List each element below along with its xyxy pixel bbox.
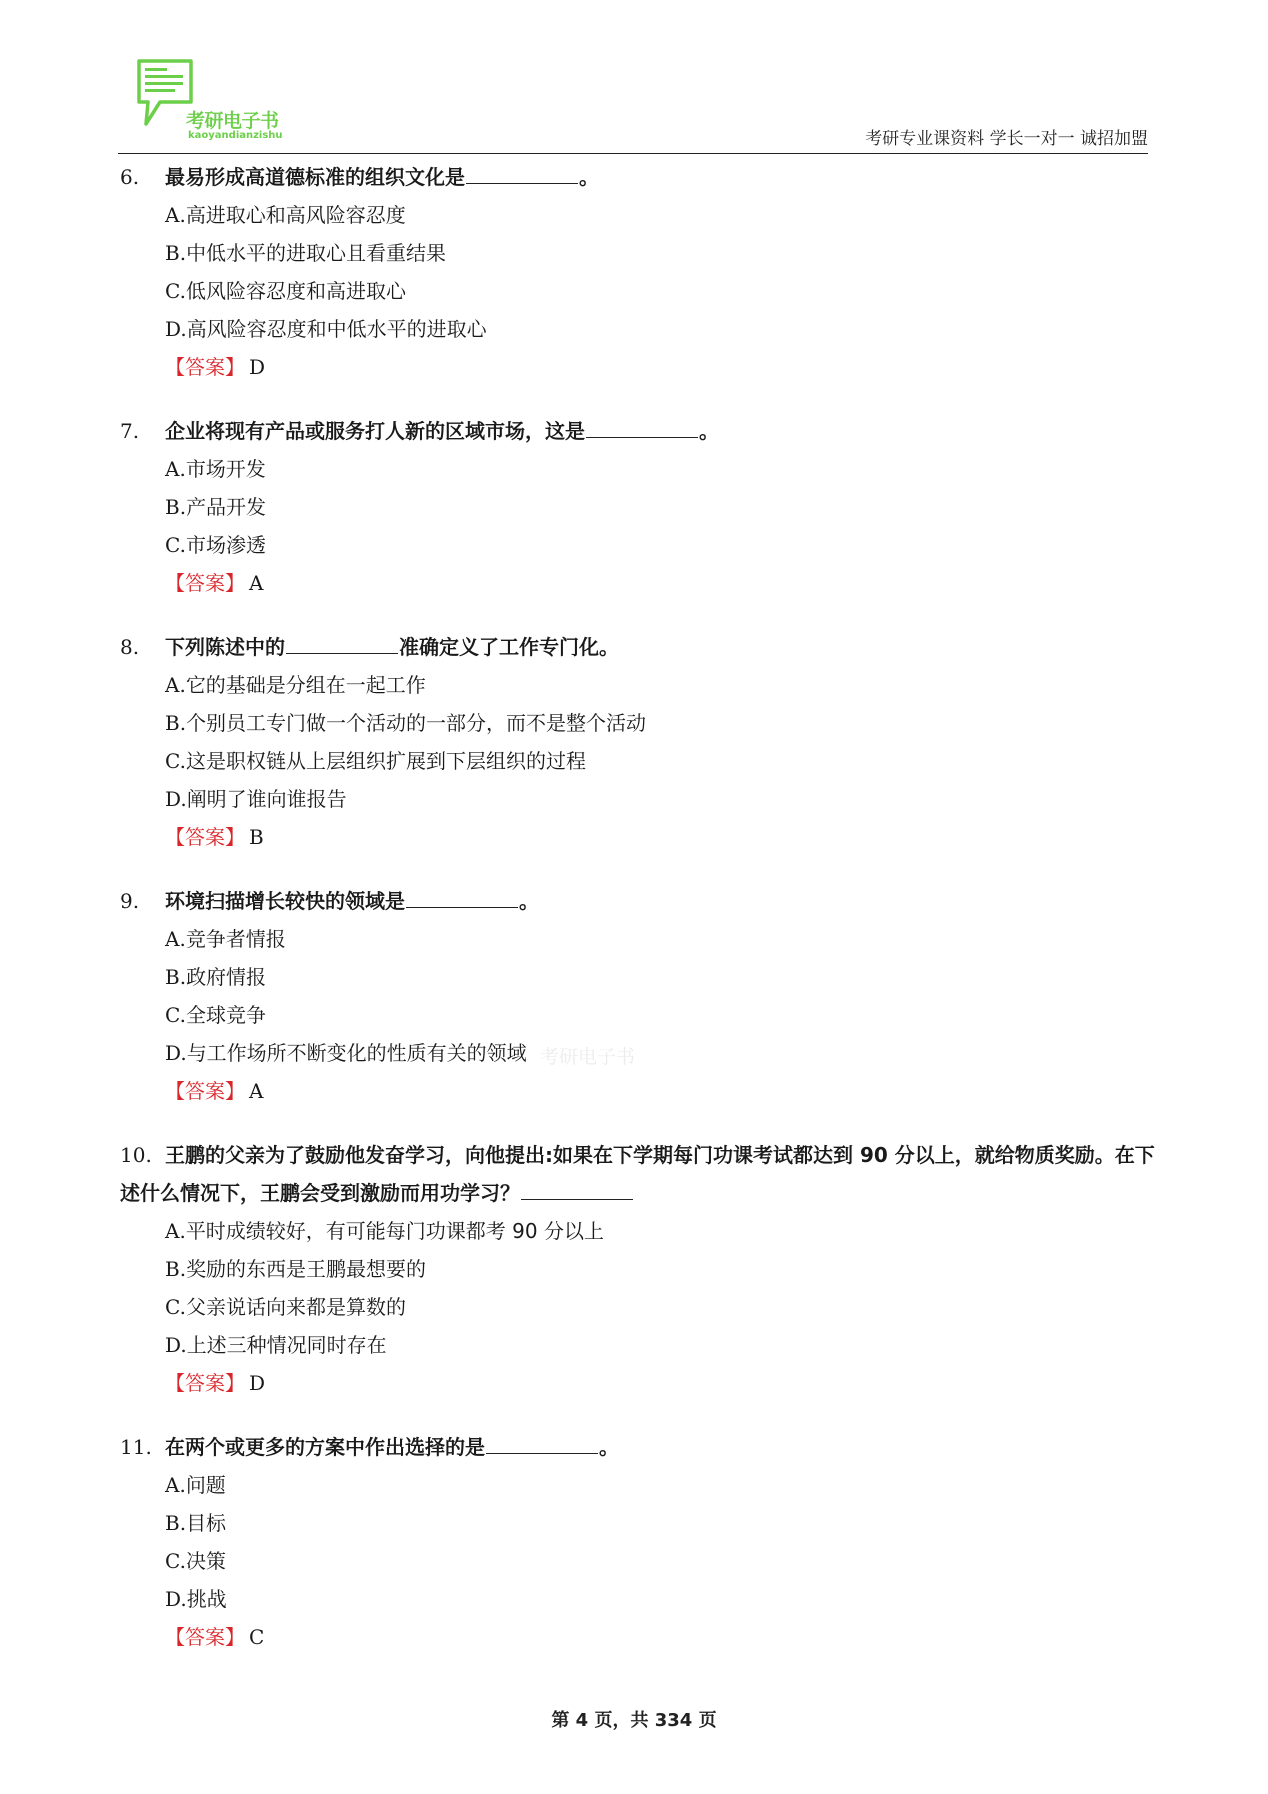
page-footer: 第 4 页，共 334 页 (551, 1710, 717, 1731)
logo-name: 考研电子书 (186, 110, 279, 132)
question-text-end: 。 (699, 419, 719, 443)
question-number: 7. (120, 419, 140, 443)
option-b: B.政府情报 (165, 965, 267, 989)
question-text: 在两个或更多的方案中作出选择的是 (165, 1435, 485, 1459)
answer-blank (286, 633, 398, 654)
option-a: A.竞争者情报 (165, 927, 286, 951)
answer-tag: 【答案】 (165, 825, 245, 849)
option-d: D.高风险容忍度和中低水平的进取心 (165, 317, 487, 341)
option-b: B.产品开发 (165, 495, 267, 519)
logo-pinyin: kaoyandianzishu (188, 130, 283, 141)
answer-line (165, 1072, 1160, 1110)
question-text: 下列陈述中的 (165, 635, 285, 659)
question-text-end: 。 (599, 1435, 619, 1459)
question-text: 王鹏的父亲为了鼓励他发奋学习，向他提出:如果在下学期每门功课考试都达到 90 分以上，就给物质奖励。在下述什么情况下，王鹏会受到激励而用功学习？ (120, 1143, 1155, 1205)
question-6 (120, 158, 1160, 386)
option-a: A.问题 (165, 1473, 226, 1497)
option-d: D.上述三种情况同时存在 (165, 1333, 387, 1357)
option-a: A.高进取心和高风险容忍度 (165, 203, 406, 227)
question-10 (120, 1136, 1160, 1402)
answer-blank (406, 887, 518, 908)
question-text: 最易形成高道德标准的组织文化是 (165, 165, 465, 189)
answer-tag: 【答案】 (165, 571, 245, 595)
question-number: 9. (120, 889, 140, 913)
question-8 (120, 628, 1160, 856)
answer-line (165, 818, 1160, 856)
question-stem (120, 412, 1160, 450)
question-stem (120, 628, 1160, 666)
answer-blank (521, 1179, 633, 1200)
answer-line (165, 564, 1160, 602)
answer-value: D (249, 1371, 266, 1395)
option-b: B.个别员工专门做一个活动的一部分，而不是整个活动 (165, 711, 647, 735)
logo (136, 58, 306, 148)
answer-line (165, 348, 1160, 386)
question-11 (120, 1428, 1160, 1656)
question-text-end: 。 (519, 889, 539, 913)
option-d: D.阐明了谁向谁报告 (165, 787, 347, 811)
question-stem (120, 158, 1160, 196)
question-number: 10. (120, 1143, 152, 1167)
option-a: A.它的基础是分组在一起工作 (165, 673, 426, 697)
question-stem (120, 882, 1160, 920)
question-text: 环境扫描增长较快的领域是 (165, 889, 405, 913)
answer-tag: 【答案】 (165, 1371, 245, 1395)
question-list (120, 158, 1160, 1656)
option-c: C.决策 (165, 1549, 226, 1573)
header-divider (118, 153, 1148, 154)
option-c: C.全球竞争 (165, 1003, 266, 1027)
answer-value: D (249, 355, 266, 379)
option-c: C.这是职权链从上层组织扩展到下层组织的过程 (165, 749, 586, 773)
question-number: 11. (120, 1435, 152, 1459)
answer-value: C (249, 1625, 265, 1649)
answer-blank (486, 1433, 598, 1454)
option-b: B.中低水平的进取心且看重结果 (165, 241, 447, 265)
answer-line (165, 1618, 1160, 1656)
question-stem (120, 1428, 1160, 1466)
answer-blank (466, 163, 578, 184)
answer-tag: 【答案】 (165, 1625, 245, 1649)
answer-tag: 【答案】 (165, 355, 245, 379)
answer-value: B (249, 825, 264, 849)
answer-value: A (249, 1079, 264, 1103)
question-number: 6. (120, 165, 140, 189)
question-number: 8. (120, 635, 140, 659)
option-a: A.平时成绩较好，有可能每门功课都考 90 分以上 (165, 1219, 604, 1243)
question-text-end: 。 (579, 165, 599, 189)
option-b: B.奖励的东西是王鹏最想要的 (165, 1257, 427, 1281)
question-text: 企业将现有产品或服务打人新的区域市场，这是 (165, 419, 585, 443)
question-7 (120, 412, 1160, 602)
option-c: C.市场渗透 (165, 533, 266, 557)
option-a: A.市场开发 (165, 457, 266, 481)
option-c: C.低风险容忍度和高进取心 (165, 279, 406, 303)
option-d: D.与工作场所不断变化的性质有关的领域 (165, 1041, 527, 1065)
option-b: B.目标 (165, 1511, 227, 1535)
question-stem (120, 1136, 1160, 1212)
option-d: D.挑战 (165, 1587, 227, 1611)
answer-tag: 【答案】 (165, 1079, 245, 1103)
answer-value: A (249, 571, 264, 595)
page-header (118, 58, 1148, 154)
watermark: 考研电子书 (540, 1046, 636, 1068)
answer-line (165, 1364, 1160, 1402)
question-text-end: 准确定义了工作专门化。 (399, 635, 619, 659)
answer-blank (586, 417, 698, 438)
option-c: C.父亲说话向来都是算数的 (165, 1295, 406, 1319)
question-9 (120, 882, 1160, 1110)
header-tagline: 考研专业课资料 学长一对一 诚招加盟 (865, 129, 1148, 149)
